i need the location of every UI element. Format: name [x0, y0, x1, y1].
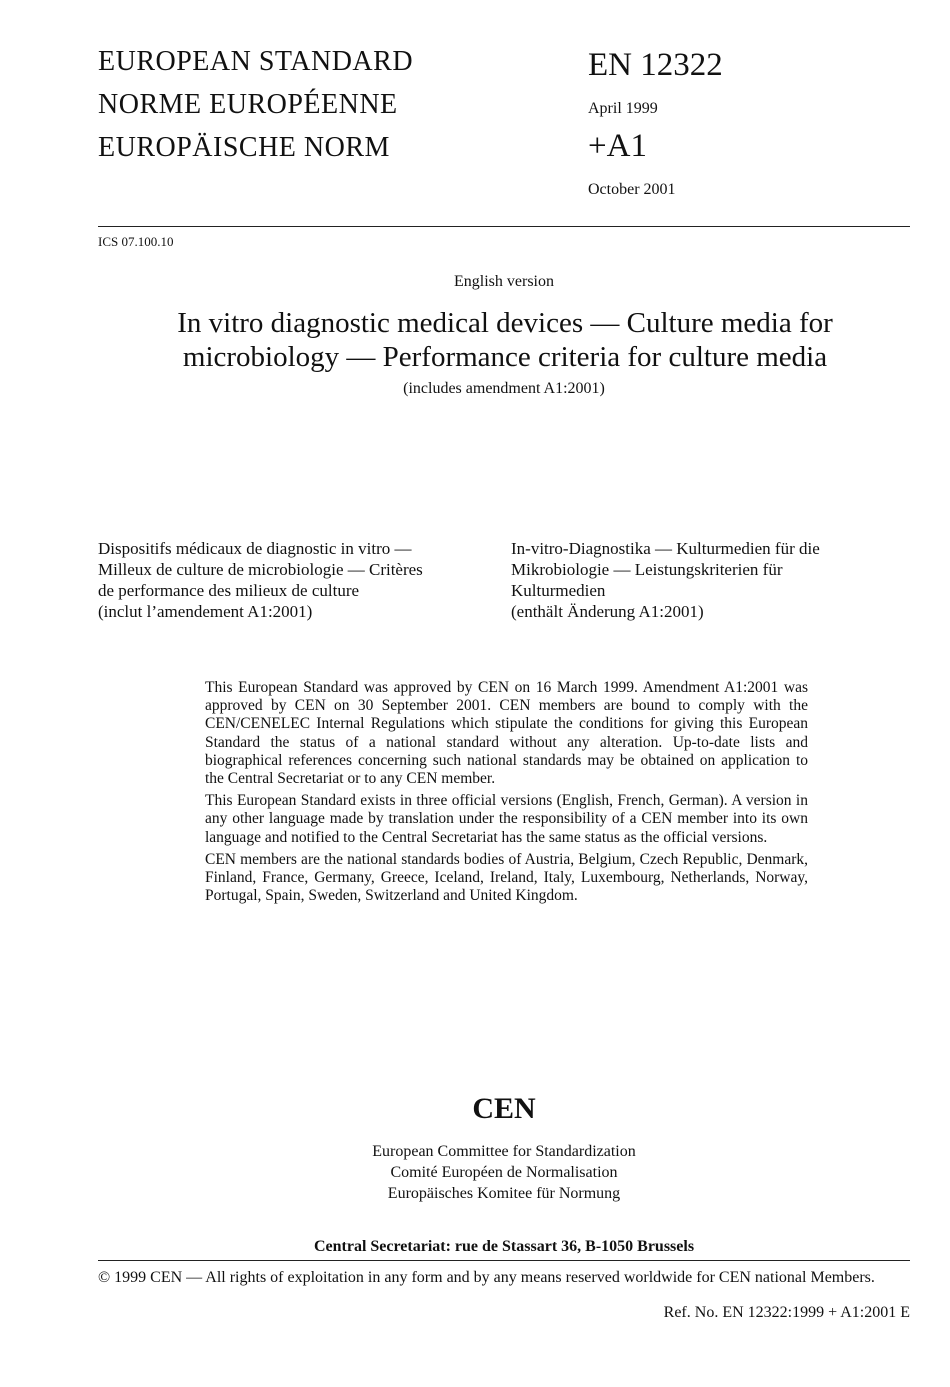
standard-type-de: EUROPÄISCHE NORM: [98, 132, 390, 163]
standard-type-en: EUROPEAN STANDARD: [98, 46, 414, 77]
cen-name-fr: Comité Européen de Normalisation: [390, 1164, 618, 1181]
title-note: (includes amendment A1:2001): [403, 380, 605, 397]
amendment-label: +A1: [588, 128, 647, 164]
header-rule: [98, 226, 910, 227]
standard-type-fr: NORME EUROPÉENNE: [98, 89, 398, 120]
approval-text: [205, 679, 808, 909]
german-title-line: Kulturmedien: [511, 581, 606, 600]
approval-paragraph: This European Standard was approved by CEN on 16 March 1999. Amendment A1:2001 was approved by CEN on 30 September 2001. CEN members are bound to comply with the CEN/CENELEC Internal Regulations which stipulate the conditions for giving this European Standard the status of a national standard without any alteration. Up-to-date lists and biographical references concerning such national standards may be obtained on application to the Central Secretariat or to any CEN member.: [205, 679, 808, 788]
members-paragraph: CEN members are the national standards bodies of Austria, Belgium, Czech Republic, Denmark, Finland, France, Germany, Greece, Iceland, Ireland, Italy, Luxembourg, Netherlands, Norway, Portugal, Spain, Sweden, Switzerland and United Kingdom.: [205, 850, 808, 905]
german-title: [511, 538, 820, 622]
title-line-1: In vitro diagnostic medical devices — Culture media for: [177, 307, 833, 339]
german-title-line: Mikrobiologie — Leistungskriterien für: [511, 560, 783, 579]
versions-paragraph: This European Standard exists in three official versions (English, French, German). A version in any other language made by translation under the responsibility of a CEN member into its own language and notified to the Central Secretariat has the same status as the official versions.: [205, 792, 808, 846]
document-title: [60, 306, 950, 374]
footer-rule: [98, 1260, 910, 1261]
french-title-line: de performance des milieux de culture: [98, 581, 360, 600]
copyright-notice: © 1999 CEN — All rights of exploitation in any form and by any means reserved worldwide for CEN national Members.: [98, 1269, 875, 1286]
german-title-line: In-vitro-Diagnostika — Kulturmedien für die: [511, 539, 820, 558]
cen-name-de: Europäisches Komitee für Normung: [387, 1185, 621, 1202]
french-title-line: (inclut l’amendement A1:2001): [98, 602, 313, 621]
reference-number: Ref. No. EN 12322:1999 + A1:2001 E: [663, 1304, 910, 1321]
standard-number: EN 12322: [588, 47, 723, 83]
french-title: [98, 538, 423, 622]
secretariat-address: Central Secretariat: rue de Stassart 36, B-1050 Brussels: [313, 1238, 695, 1255]
german-title-line: (enthält Änderung A1:2001): [511, 602, 704, 621]
ics-code: ICS 07.100.10: [98, 234, 174, 249]
version-label: English version: [454, 273, 554, 290]
cen-name-en: European Committee for Standardization: [372, 1143, 636, 1160]
french-title-line: Milleux de culture de microbiologie — Critères: [98, 560, 423, 579]
cen-logo: CEN: [472, 1092, 536, 1125]
standard-date: April 1999: [588, 100, 658, 117]
title-line-2: microbiology — Performance criteria for culture media: [182, 341, 828, 373]
cen-names: [98, 1141, 910, 1204]
french-title-line: Dispositifs médicaux de diagnostic in vitro —: [98, 539, 412, 558]
amendment-date: October 2001: [588, 181, 676, 198]
standard-type-heading: [98, 40, 413, 169]
